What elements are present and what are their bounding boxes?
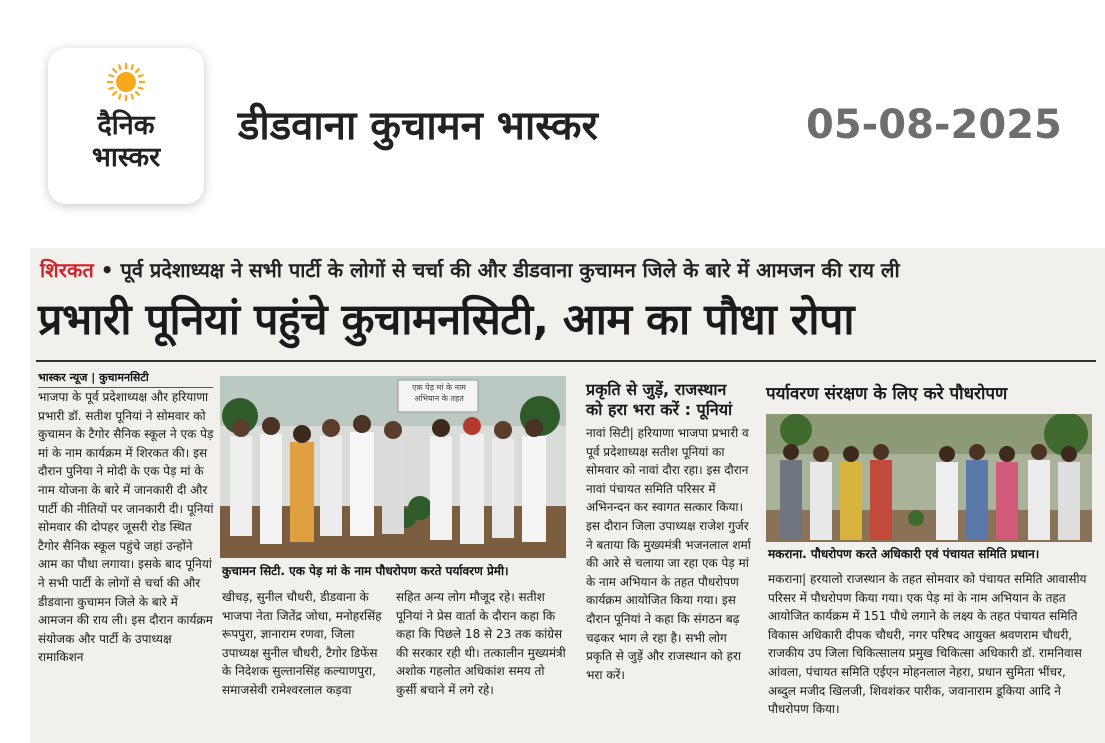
kicker-tag: शिरकत xyxy=(40,258,94,282)
edition-date: 05-08-2025 xyxy=(806,102,1062,148)
article-column-2: खीचड़, सुनील चौधरी, डीडवाना के भाजपा नेता जितेंद्र जोधा, मनोहरसिंह रूपपुरा, ज्ञानाराम रणवा, जिला उपाध्यक्ष सुनील चौधरी, टैगोर डिफेंस के निदेशक सुल्तानसिंह कल्याणपुरा, समाजसेवी रामेश्वरलाल कड़वा xyxy=(222,590,382,697)
photo2-caption: मकराना. पौधरोपण करते अधिकारी एवं पंचायत समिति प्रधान। xyxy=(768,547,1040,561)
side2-body: मकराना| हरयालो राजस्थान के तहत सोमवार को पंचायत समिति आवासीय परिसर में पौधरोपण किया गया। एक पेड़ मां के नाम अभियान के तहत आयोजित कार्यक्रम में 151 पौधे लगाने के लक्ष्य के तहत पंचायत समिति विकास अधिकारी दीपक चौधरी, नगर परिषद आयुक्त श्रवणराम चौधरी, राजकीय उप जिला चिकित्सालय प्रमुख चिकित्सा अधिकारी डॉ. रामनिवास आंवला, पंचायत समिति एईएन मोहनलाल नेहरा, प्रधान सुमिता भींचर, अब्दुल मजीद खिलजी, शिवशंकर पारीक, जवानाराम डूकिया आदि ने पौधरोपण किया। xyxy=(768,572,1087,717)
header xyxy=(0,0,1105,215)
side2-headline: पर्यावरण संरक्षण के लिए करे पौधरोपण xyxy=(766,384,1008,404)
photo-kuchaman-plantation xyxy=(220,376,566,558)
kicker: शिरकत • पूर्व प्रदेशाध्यक्ष ने सभी पार्टी के लोगों से चर्चा की और डीडवाना कुचामन जिले के बारे में आमजन की राय ली xyxy=(40,258,900,282)
article-column-3: सहित अन्य लोग मौजूद रहे। सतीश पूनियां ने प्रेस वार्ता के दौरान कहा कि कहा कि पिछले 18 से 23 तक कांग्रेस की सरकार रही थी। तत्कालीन मुख्यमंत्री अशोक गहलोत अधिकांश समय तो कुर्सी बचाने में लगे रहे। xyxy=(396,590,566,697)
photo1-caption: कुचामन सिटी. एक पेड़ मां के नाम पौधरोपण करते पर्यावरण प्रेमी। xyxy=(222,564,509,578)
kicker-text: पूर्व प्रदेशाध्यक्ष ने सभी पार्टी के लोगों से चर्चा की और डीडवाना कुचामन जिले के बारे में आमजन की राय ली xyxy=(120,258,900,282)
logo-line-1: दैनिक xyxy=(97,110,155,141)
sun-icon xyxy=(106,62,146,102)
logo-line-2: भास्कर xyxy=(91,142,161,173)
main-headline: प्रभारी पूनियां पहुंचे कुचामनसिटी, आम का पौधा रोपा xyxy=(38,295,855,345)
dainik-bhaskar-logo xyxy=(48,48,204,204)
headline-rule xyxy=(36,360,1096,362)
byline: भास्कर न्यूज | कुचामनसिटी xyxy=(38,370,213,388)
article-column-1: भाजपा के पूर्व प्रदेशाध्यक्ष और हरियाणा प्रभारी डॉ. सतीश पूनियां ने सोमवार को कुचामन के टैगोर सैनिक स्कूल ने एक पेड़ मां के नाम कार्यक्रम में शिरकत की। इस दौरान पुनिया ने मोदी के एक पेड़ मां के नाम योजना के बारे में जानकारी दी और पार्टी की नीतियों पर जानकारी दी। पूनियां सोमवार की दोपहर जूसरी रोड स्थित टैगोर सैनिक स्कूल पहुंचे जहां उन्होंने आम का पौधा लगाया। इसके बाद पूनियां ने सभी पार्टी के लोगों से चर्चा की और डीडवाना कुचामन जिले के बारे में आमजन की राय ली। इस दौरान कार्यक्रम संयोजक और पार्टी के उपाध्यक्ष रामाकिशन xyxy=(38,390,214,665)
newspaper-clipping xyxy=(30,248,1105,743)
photo-makrana-plantation xyxy=(766,414,1092,542)
side1-body: नावां सिटी| हरियाणा भाजपा प्रभारी व पूर्व प्रदेशाध्यक्ष सतीश पूनियां का सोमवार को नावां दौरा रहा। इस दौरान नावां पंचायत समिति परिसर में अभिनन्दन कर स्वागत सत्कार किया। इस दौरान जिला उपाध्यक्ष राजेश गुर्जर ने बताया कि मुख्यमंत्री भजनलाल शर्मा की आरे से चलाया जा रहा एक पेड़ मां के नाम अभियान के तहत पौधरोपण कार्यक्रम आयोजित किया गया। इस दौरान पूनियां ने कहा कि संगठन बढ़ चढ़कर भाग ले रहा है। सभी लोग प्रकृति से जुड़ें और राजस्थान को हरा भरा करें। xyxy=(586,426,751,682)
photo-banner-text: एक पेड़ मां के नाम अभियान के तहत xyxy=(412,383,466,403)
side1-headline: प्रकृति से जुड़ें, राजस्थान को हरा भरा करें : पूनियां xyxy=(586,380,733,419)
edition-title: डीडवाना कुचामन भास्कर xyxy=(238,103,598,149)
